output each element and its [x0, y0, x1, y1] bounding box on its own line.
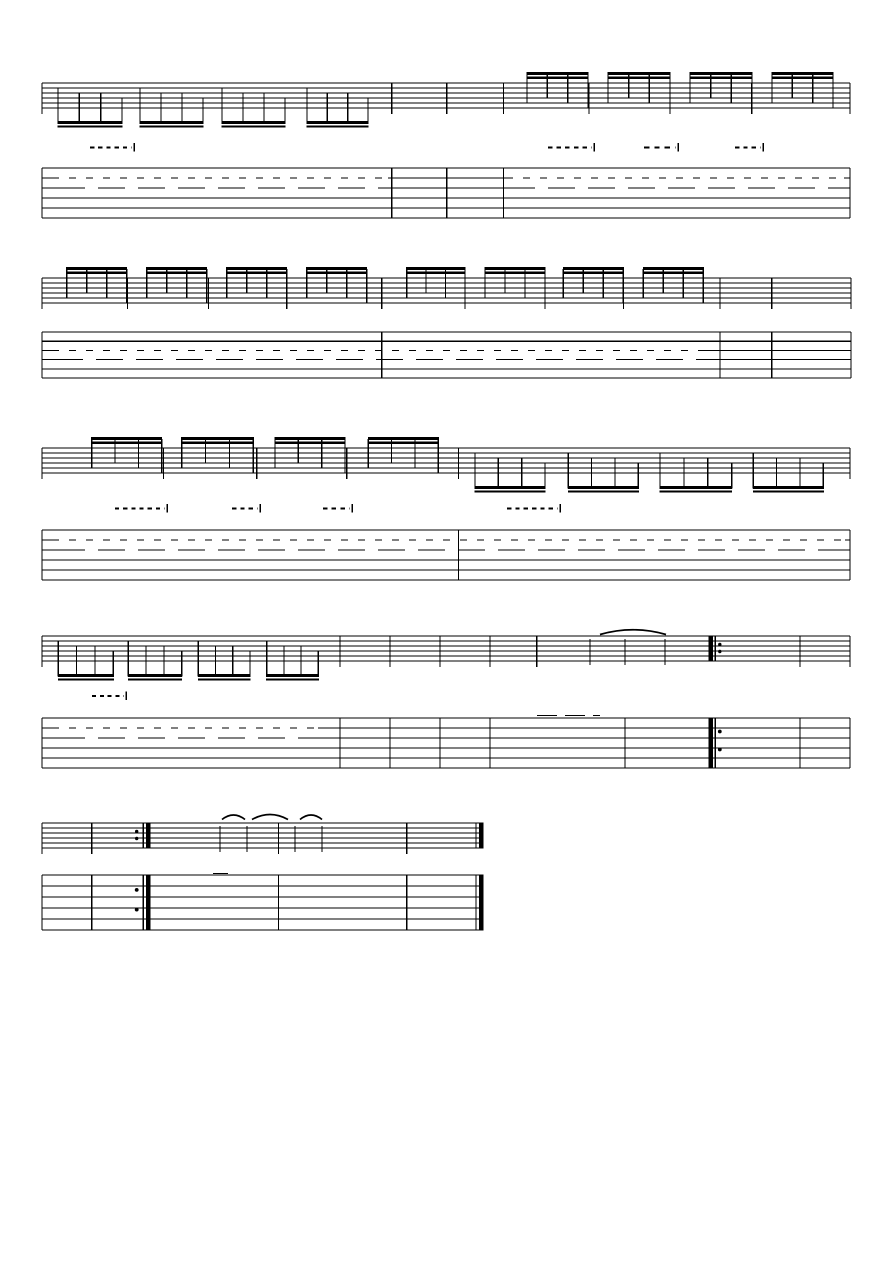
tab-staff	[42, 718, 850, 768]
beam	[181, 437, 254, 440]
beam	[226, 272, 287, 274]
repeat-dot	[718, 730, 722, 734]
repeat-dot	[135, 830, 138, 833]
beam	[527, 77, 589, 79]
hold-dash-marker	[548, 143, 594, 152]
beam	[660, 490, 733, 492]
repeat-thick-bar	[708, 718, 713, 769]
repeat-thick-bar	[146, 875, 151, 931]
hold-dash-marker	[323, 504, 352, 513]
beam	[140, 121, 204, 124]
beam	[307, 121, 369, 124]
tie-arc	[300, 815, 322, 820]
notation-staff	[42, 448, 850, 479]
tie-arc	[222, 815, 245, 820]
notation-staff	[42, 823, 483, 854]
beam	[275, 437, 346, 440]
beam	[128, 678, 182, 680]
beam	[368, 437, 439, 440]
repeat-end-barline	[135, 875, 151, 931]
final-barline	[476, 875, 484, 931]
beam	[66, 267, 127, 270]
beam	[306, 267, 367, 270]
hold-dash-marker	[115, 504, 167, 513]
beam	[91, 437, 162, 440]
beam	[198, 678, 251, 680]
beam	[368, 442, 439, 444]
beam	[222, 121, 286, 124]
beam	[307, 125, 369, 127]
beam	[772, 77, 834, 79]
beam	[226, 267, 287, 270]
beam	[690, 72, 753, 75]
repeat-begin-barline	[708, 718, 721, 769]
tie-arc	[600, 630, 666, 635]
beam	[58, 678, 114, 680]
beam	[146, 272, 207, 274]
beam	[406, 267, 465, 270]
beam	[58, 121, 123, 124]
beam	[275, 442, 346, 444]
beam	[198, 674, 251, 677]
repeat-begin-barline	[708, 636, 721, 662]
beam	[266, 674, 319, 677]
beam	[66, 272, 127, 274]
repeat-end-barline	[135, 823, 151, 849]
notation-staff	[42, 636, 850, 667]
hold-dash-marker	[92, 692, 126, 701]
final-thick-bar	[479, 875, 484, 931]
tab-staff	[42, 875, 483, 930]
beam	[181, 442, 254, 444]
beam	[568, 490, 639, 492]
beam	[58, 125, 123, 127]
beam	[608, 72, 671, 75]
beam	[753, 490, 824, 492]
tab-staff	[42, 332, 851, 378]
repeat-thick-bar	[708, 636, 713, 662]
repeat-dot	[718, 748, 722, 752]
notation-staff	[42, 278, 851, 309]
beam	[475, 486, 546, 489]
repeat-thick-bar	[146, 823, 151, 849]
beam	[527, 72, 589, 75]
beam	[91, 442, 162, 444]
tab-staff	[42, 530, 850, 580]
beam	[266, 678, 319, 680]
beam	[643, 267, 704, 270]
beam	[128, 674, 182, 677]
beam	[58, 674, 114, 677]
beam	[222, 125, 286, 127]
beam	[563, 272, 624, 274]
beam	[568, 486, 639, 489]
beam	[608, 77, 671, 79]
beam	[406, 272, 465, 274]
hold-dash-marker	[644, 143, 678, 152]
final-barline	[476, 823, 484, 849]
system-4	[42, 630, 850, 769]
notation-staff	[42, 83, 850, 114]
beam	[690, 77, 753, 79]
beam	[563, 267, 624, 270]
repeat-dot	[718, 643, 721, 646]
repeat-dot	[135, 888, 139, 892]
hold-dash-marker	[507, 504, 560, 513]
repeat-dot	[718, 650, 721, 653]
hold-dash-marker	[90, 143, 134, 152]
system-2	[42, 267, 851, 378]
beam	[660, 486, 733, 489]
beam	[475, 490, 546, 492]
hold-dash-marker	[232, 504, 260, 513]
system-1	[42, 72, 850, 218]
system-5	[42, 815, 484, 931]
tab-staff	[42, 168, 850, 218]
beam	[146, 267, 207, 270]
beam	[772, 72, 834, 75]
repeat-dot	[135, 837, 138, 840]
tie-arc	[252, 815, 288, 820]
hold-dash-marker	[735, 143, 763, 152]
beam	[643, 272, 704, 274]
beam	[485, 272, 546, 274]
beam	[753, 486, 824, 489]
final-thick-bar	[479, 823, 484, 849]
beam	[306, 272, 367, 274]
repeat-dot	[135, 908, 139, 912]
system-3	[42, 437, 850, 580]
beam	[140, 125, 204, 127]
beam	[485, 267, 546, 270]
